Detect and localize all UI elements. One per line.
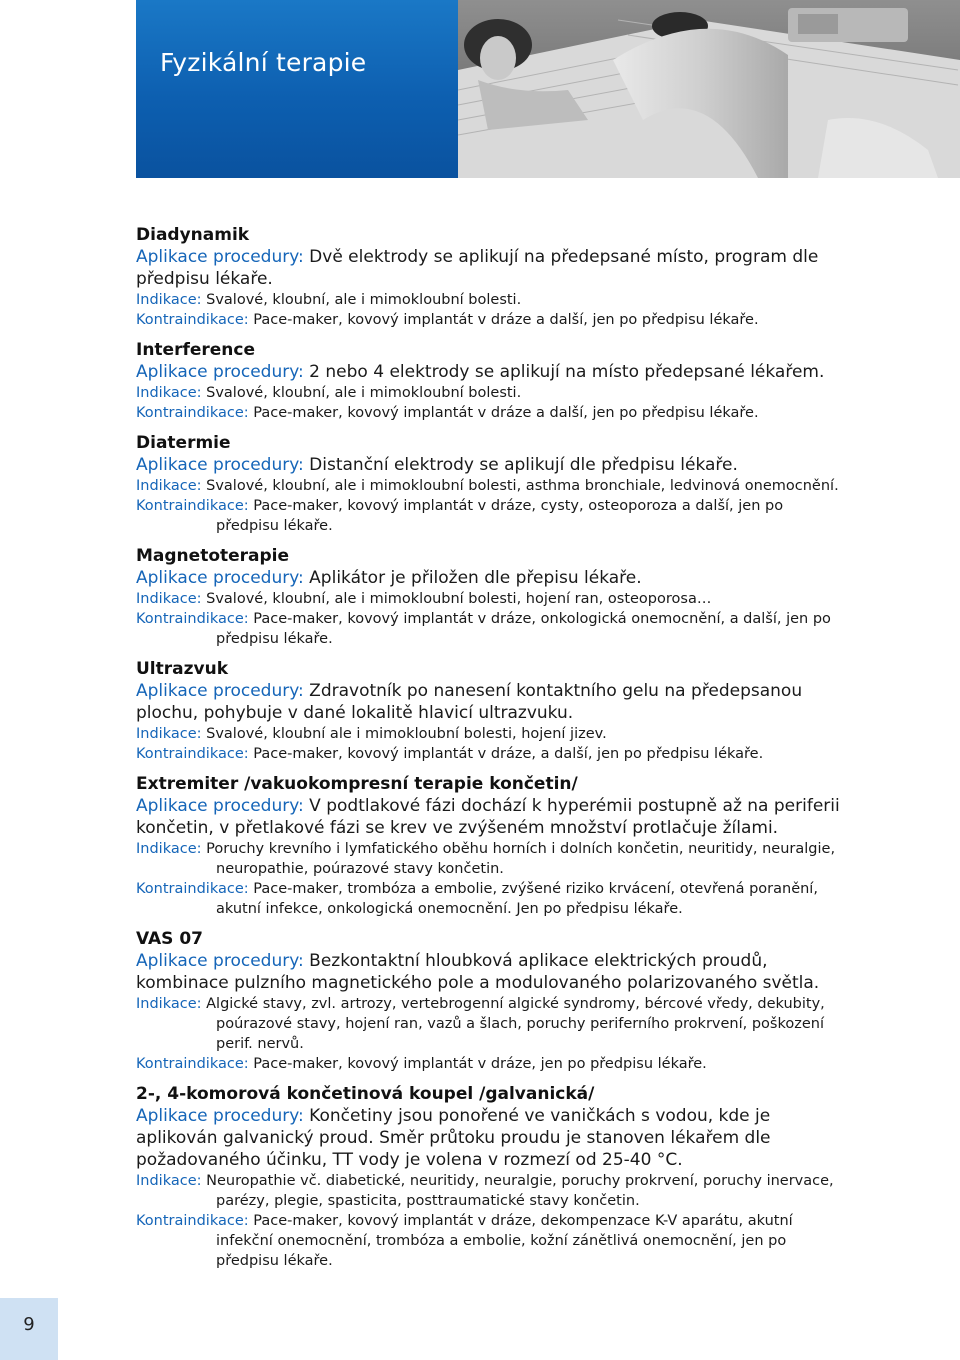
therapy-section [136, 658, 848, 764]
section-title: Diadynamik [136, 225, 250, 245]
application-label: Aplikace procedury: [136, 681, 304, 701]
indication-value: Algické stavy, zvl. artrozy, vertebrogenní algické syndromy, bércové vředy, dekubity, poúrazové stavy, hojení ran, vazů a šlach, poruchy periferního prokrvení, poškození perif. nervů. [206, 996, 825, 1052]
contraindication-text [136, 403, 848, 423]
application-text [136, 246, 848, 290]
contraindication-label: Kontraindikace: [136, 498, 249, 514]
therapy-section [136, 928, 848, 1074]
indication-value: Neuropathie vč. diabetické, neuritidy, neuralgie, poruchy prokrvení, poruchy inervace, parézy, plegie, spasticita, posttraumatické stavy končetin. [206, 1173, 834, 1209]
application-label: Aplikace procedury: [136, 455, 304, 475]
indication-text [136, 839, 848, 879]
application-value: Distanční elektrody se aplikují dle předpisu lékaře. [309, 455, 738, 475]
section-title: Magnetoterapie [136, 546, 290, 566]
indication-text [136, 476, 848, 496]
application-label: Aplikace procedury: [136, 247, 304, 267]
contraindication-value: Pace-maker, kovový implantát v dráze, dekompenzace K-V aparátu, akutní infekční onemocnění, trombóza a embolie, kožní zánětlivá onemocnění, jen po předpisu lékaře. [216, 1213, 793, 1269]
section-title: VAS 07 [136, 929, 203, 949]
application-value: Končetiny jsou ponořené ve vaničkách s vodou, kde je aplikován galvanický proud. Směr průtoku proudu je stanoven lékařem dle požadovaného účinku, TT vody je volena v rozmezí od 25-40 °C. [136, 1106, 771, 1170]
application-text [136, 454, 848, 476]
section-title: Ultrazvuk [136, 659, 228, 679]
indication-value: Svalové, kloubní ale i mimokloubní bolesti, hojení jizev. [206, 726, 607, 742]
contraindication-value: Pace-maker, kovový implantát v dráze a další, jen po předpisu lékaře. [253, 405, 759, 421]
contraindication-label: Kontraindikace: [136, 1056, 249, 1072]
indication-text [136, 589, 848, 609]
application-label: Aplikace procedury: [136, 796, 304, 816]
contraindication-label: Kontraindikace: [136, 1213, 249, 1229]
application-value: V podtlakové fázi dochází k hyperémii postupně až na periferii končetin, v přetlakové fázi se krev ve zvýšeném množství protlačuje žílami. [136, 796, 840, 838]
contraindication-value: Pace-maker, kovový implantát v dráze a další, jen po předpisu lékaře. [253, 312, 759, 328]
application-text [136, 680, 848, 724]
therapy-section [136, 339, 848, 423]
application-value: Aplikátor je přiložen dle přepisu lékaře. [309, 568, 642, 588]
therapy-section [136, 1083, 848, 1271]
indication-text [136, 724, 848, 744]
page-number-tab [0, 1298, 58, 1360]
section-title: Diatermie [136, 433, 231, 453]
application-text [136, 567, 848, 589]
contraindication-label: Kontraindikace: [136, 881, 249, 897]
header-band [136, 0, 458, 178]
therapy-section [136, 432, 848, 536]
contraindication-value: Pace-maker, kovový implantát v dráze, jen po předpisu lékaře. [253, 1056, 707, 1072]
indication-text [136, 290, 848, 310]
contraindication-text [136, 879, 848, 919]
indication-text [136, 383, 848, 403]
indication-value: Poruchy krevního i lymfatického oběhu horních i dolních končetin, neuritidy, neuralgie, neuropathie, poúrazové stavy končetin. [206, 841, 836, 877]
page-title: Fyzikální terapie [160, 48, 367, 77]
indication-value: Svalové, kloubní, ale i mimokloubní bolesti. [206, 385, 522, 401]
application-value: Dvě elektrody se aplikují na předepsané místo, program dle předpisu lékaře. [136, 247, 819, 289]
application-text [136, 1105, 848, 1171]
application-text [136, 361, 848, 383]
application-label: Aplikace procedury: [136, 362, 304, 382]
indication-label: Indikace: [136, 841, 202, 857]
contraindication-text [136, 609, 848, 649]
application-value: Zdravotník po nanesení kontaktního gelu na předepsanou plochu, pohybuje v dané lokalitě hlavicí ultrazvuku. [136, 681, 803, 723]
section-title: 2-, 4-komorová končetinová koupel /galvanická/ [136, 1084, 595, 1104]
contraindication-value: Pace-maker, kovový implantát v dráze, onkologická onemocnění, a další, jen po předpisu lékaře. [216, 611, 831, 647]
application-label: Aplikace procedury: [136, 1106, 304, 1126]
contraindication-label: Kontraindikace: [136, 611, 249, 627]
contraindication-text [136, 1054, 848, 1074]
indication-label: Indikace: [136, 591, 202, 607]
therapy-photo [458, 0, 960, 178]
indication-label: Indikace: [136, 996, 202, 1012]
indication-text [136, 1171, 848, 1211]
therapy-section [136, 224, 848, 330]
indication-value: Svalové, kloubní, ale i mimokloubní bolesti, hojení ran, osteoporosa… [206, 591, 712, 607]
contraindication-value: Pace-maker, trombóza a embolie, zvýšené riziko krvácení, otevřená poranění, akutní infekce, onkologická onemocnění. Jen po předpisu lékaře. [216, 881, 818, 917]
application-label: Aplikace procedury: [136, 568, 304, 588]
application-text [136, 795, 848, 839]
indication-text [136, 994, 848, 1054]
therapy-section [136, 545, 848, 649]
contraindication-text [136, 310, 848, 330]
section-title: Extremiter /vakuokompresní terapie končetin/ [136, 774, 578, 794]
contraindication-label: Kontraindikace: [136, 405, 249, 421]
indication-value: Svalové, kloubní, ale i mimokloubní bolesti. [206, 292, 522, 308]
section-title: Interference [136, 340, 256, 360]
indication-label: Indikace: [136, 385, 202, 401]
indication-label: Indikace: [136, 726, 202, 742]
contraindication-text [136, 496, 848, 536]
therapy-section [136, 773, 848, 919]
contraindication-label: Kontraindikace: [136, 312, 249, 328]
indication-label: Indikace: [136, 478, 202, 494]
contraindication-label: Kontraindikace: [136, 746, 249, 762]
indication-label: Indikace: [136, 1173, 202, 1189]
application-value: 2 nebo 4 elektrody se aplikují na místo předepsané lékařem. [309, 362, 825, 382]
indication-value: Svalové, kloubní, ale i mimokloubní bolesti, asthma bronchiale, ledvinová onemocnění. [206, 478, 839, 494]
application-label: Aplikace procedury: [136, 951, 304, 971]
application-text [136, 950, 848, 994]
page-number: 9 [23, 1314, 35, 1335]
application-value: Bezkontaktní hloubková aplikace elektrických proudů, kombinace pulzního magnetického pole a modulovaného polarizovaného světla. [136, 951, 820, 993]
indication-label: Indikace: [136, 292, 202, 308]
contraindication-text [136, 1211, 848, 1271]
contraindication-value: Pace-maker, kovový implantát v dráze, a další, jen po předpisu lékaře. [253, 746, 764, 762]
therapy-list [136, 224, 848, 1280]
contraindication-text [136, 744, 848, 764]
contraindication-value: Pace-maker, kovový implantát v dráze, cysty, osteoporoza a další, jen po předpisu lékaře. [216, 498, 784, 534]
